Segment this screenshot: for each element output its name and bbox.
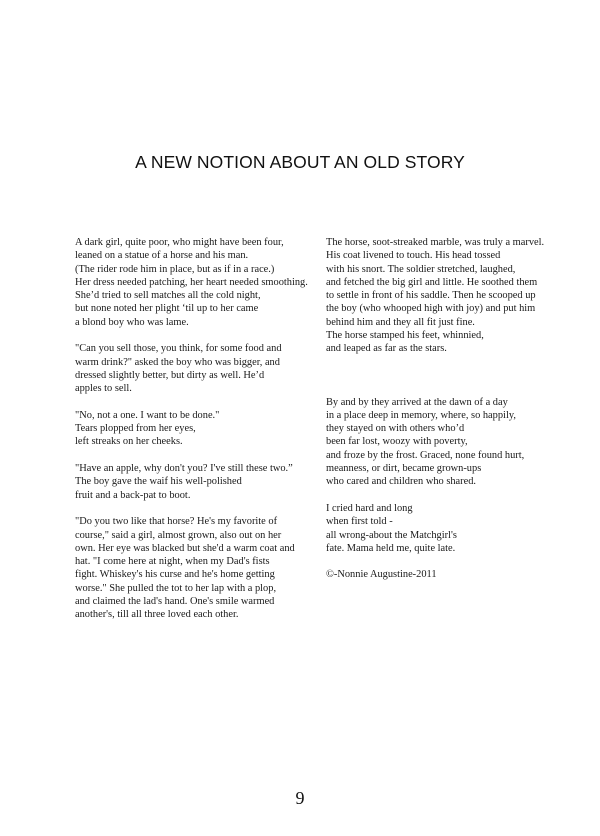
stanza xyxy=(75,342,300,395)
poem-line: meanness, or dirt, became grown-ups xyxy=(326,463,482,475)
poem-line: own. Her eye was blacked but she'd a warm coat and xyxy=(75,542,295,554)
poem-title: A NEW NOTION ABOUT AN OLD STORY xyxy=(135,152,465,172)
stanza xyxy=(75,236,308,329)
page-number: 9 xyxy=(295,788,305,808)
poem-line: worse." She pulled the tot to her lap with a plop, xyxy=(75,582,277,594)
stanza xyxy=(75,515,300,621)
poem-line: I cried hard and long xyxy=(326,502,413,514)
poem-line: another's, till all three loved each other. xyxy=(75,609,239,621)
poem-line: (The rider rode him in place, but as if in a race.) xyxy=(75,263,275,275)
poem-line: The horse stamped his feet, whinnied, xyxy=(326,330,484,342)
poem-line: all wrong-about the Matchgirl's xyxy=(326,529,457,541)
stanza xyxy=(326,396,551,489)
poem-line: hat. "I come here at night, when my Dad's fists xyxy=(75,556,270,568)
poem-line: and froze by the frost. Graced, none found hurt, xyxy=(326,449,525,461)
left-column xyxy=(75,236,308,635)
poem-line: apples to sell. xyxy=(75,383,132,395)
poem-line: A dark girl, quite poor, who might have been four, xyxy=(75,237,284,248)
poem-line: but none noted her plight ‘til up to her came xyxy=(75,303,259,315)
stanza xyxy=(75,409,300,449)
stanza xyxy=(326,568,551,581)
poem-line: warm drink?" asked the boy who was bigger, and xyxy=(75,356,280,368)
poem-line: The boy gave the waif his well-polished xyxy=(75,476,242,488)
poem-line: His coat livened to touch. His head tossed xyxy=(326,250,501,262)
poem-line: course," said a girl, almost grown, also out on her xyxy=(75,529,282,541)
poem-line: Tears plopped from her eyes, xyxy=(75,423,196,435)
poem-line xyxy=(326,369,551,382)
poem-line: ©-Nonnie Augustine-2011 xyxy=(326,569,437,581)
poem-line: "Can you sell those, you think, for some food and xyxy=(75,343,282,355)
poem-line: been far lost, woozy with poverty, xyxy=(326,436,468,448)
poem-line: The horse, soot-streaked marble, was truly a marvel. xyxy=(326,237,545,248)
poem-line: and fetched the big girl and little. He soothed them xyxy=(326,276,538,288)
right-column xyxy=(326,236,551,595)
poem-line: they stayed on with others who’d xyxy=(326,423,465,435)
poem-line: with his snort. The soldier stretched, laughed, xyxy=(326,263,516,275)
poem-line: She’d tried to sell matches all the cold night, xyxy=(75,290,261,302)
poem-line: "Have an apple, why don't you? I've still these two.” xyxy=(75,463,293,475)
poem-line: in a place deep in memory, where, so happily, xyxy=(326,409,516,421)
poem-line: "No, not a one. I want to be done." xyxy=(75,409,220,421)
stanza xyxy=(326,502,551,555)
poem-line: leaned on a statue of a horse and his man. xyxy=(75,250,249,262)
stanza xyxy=(326,236,551,356)
poem-line: left streaks on her cheeks. xyxy=(75,436,183,448)
poem-line: and claimed the lad's hand. One's smile warmed xyxy=(75,596,275,608)
poem-line: behind him and they all fit just fine. xyxy=(326,316,475,328)
poem-line: the boy (who whooped high with joy) and put him xyxy=(326,303,536,315)
stanza xyxy=(326,369,551,382)
poem-line: dressed slightly better, but dirty as well. He’d xyxy=(75,369,265,381)
stanza xyxy=(75,462,300,502)
poem-line: By and by they arrived at the dawn of a day xyxy=(326,396,508,408)
poem-line: who cared and children who shared. xyxy=(326,476,477,488)
poem-line: fight. Whiskey's his curse and he's home getting xyxy=(75,569,275,581)
poem-line: and leaped as far as the stars. xyxy=(326,343,447,355)
poem-line: "Do you two like that horse? He's my favorite of xyxy=(75,516,278,528)
poem-line: fruit and a back-pat to boot. xyxy=(75,489,191,501)
poem-line: fate. Mama held me, quite late. xyxy=(326,542,456,554)
poem-line: a blond boy who was lame. xyxy=(75,316,189,328)
poem-line: when first told - xyxy=(326,516,393,528)
poem-line: Her dress needed patching, her heart needed smoothing. xyxy=(75,276,308,288)
poem-line: to settle in front of his saddle. Then he scooped up xyxy=(326,290,536,302)
